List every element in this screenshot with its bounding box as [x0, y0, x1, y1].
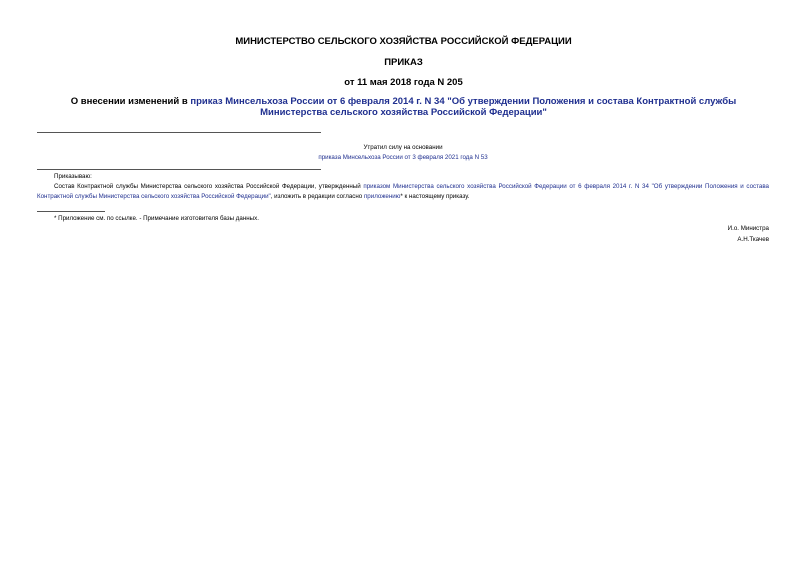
subject-link[interactable]: приказ Минсельхоза России от 6 февраля 2014 г. N 34 "Об утверждении Положения и состава Контрактной службы Министерства сельского хозяйства Российской Федерации": [190, 96, 737, 118]
document-subject: [50, 96, 757, 118]
paragraph-link-order[interactable]: приказом Министерства сельского хозяйства Российской Федерации от 6 февраля 2014 г. N 34 "Об утверждении Положения и состава Контрактной службы Министерства сельского хозяйства Российской Федерации": [37, 183, 769, 200]
divider-bottom: [37, 169, 321, 170]
signature-position: И.о. Министра: [727, 225, 769, 232]
order-paragraph: [37, 182, 769, 201]
divider-top: [37, 132, 321, 133]
paragraph-text-2: , изложить в редакции согласно: [270, 192, 364, 200]
date-number-heading: от 11 мая 2018 года N 205: [344, 77, 463, 88]
paragraph-text-1: Состав Контрактной службы Министерства сельского хозяйства Российской Федерации, утвержденный: [54, 183, 364, 190]
signature-name: А.Н.Ткачев: [737, 236, 769, 243]
status-link[interactable]: приказа Минсельхоза России от 3 февраля 2021 года N 53: [318, 154, 488, 161]
order-label: Приказываю:: [54, 173, 92, 180]
footnote: * Приложение см. по ссылке. - Примечание изготовителя базы данных.: [54, 215, 259, 222]
ministry-heading: МИНИСТЕРСТВО СЕЛЬСКОГО ХОЗЯЙСТВА РОССИЙСКОЙ ФЕДЕРАЦИИ: [235, 36, 572, 47]
doc-type-heading: ПРИКАЗ: [384, 57, 423, 68]
footnote-divider: [37, 211, 105, 212]
subject-prefix: О внесении изменений в: [70, 96, 191, 107]
status-note: Утратил силу на основании: [363, 144, 443, 151]
paragraph-text-3: * к настоящему приказу.: [400, 192, 470, 200]
paragraph-link-appendix[interactable]: приложению: [363, 192, 401, 200]
